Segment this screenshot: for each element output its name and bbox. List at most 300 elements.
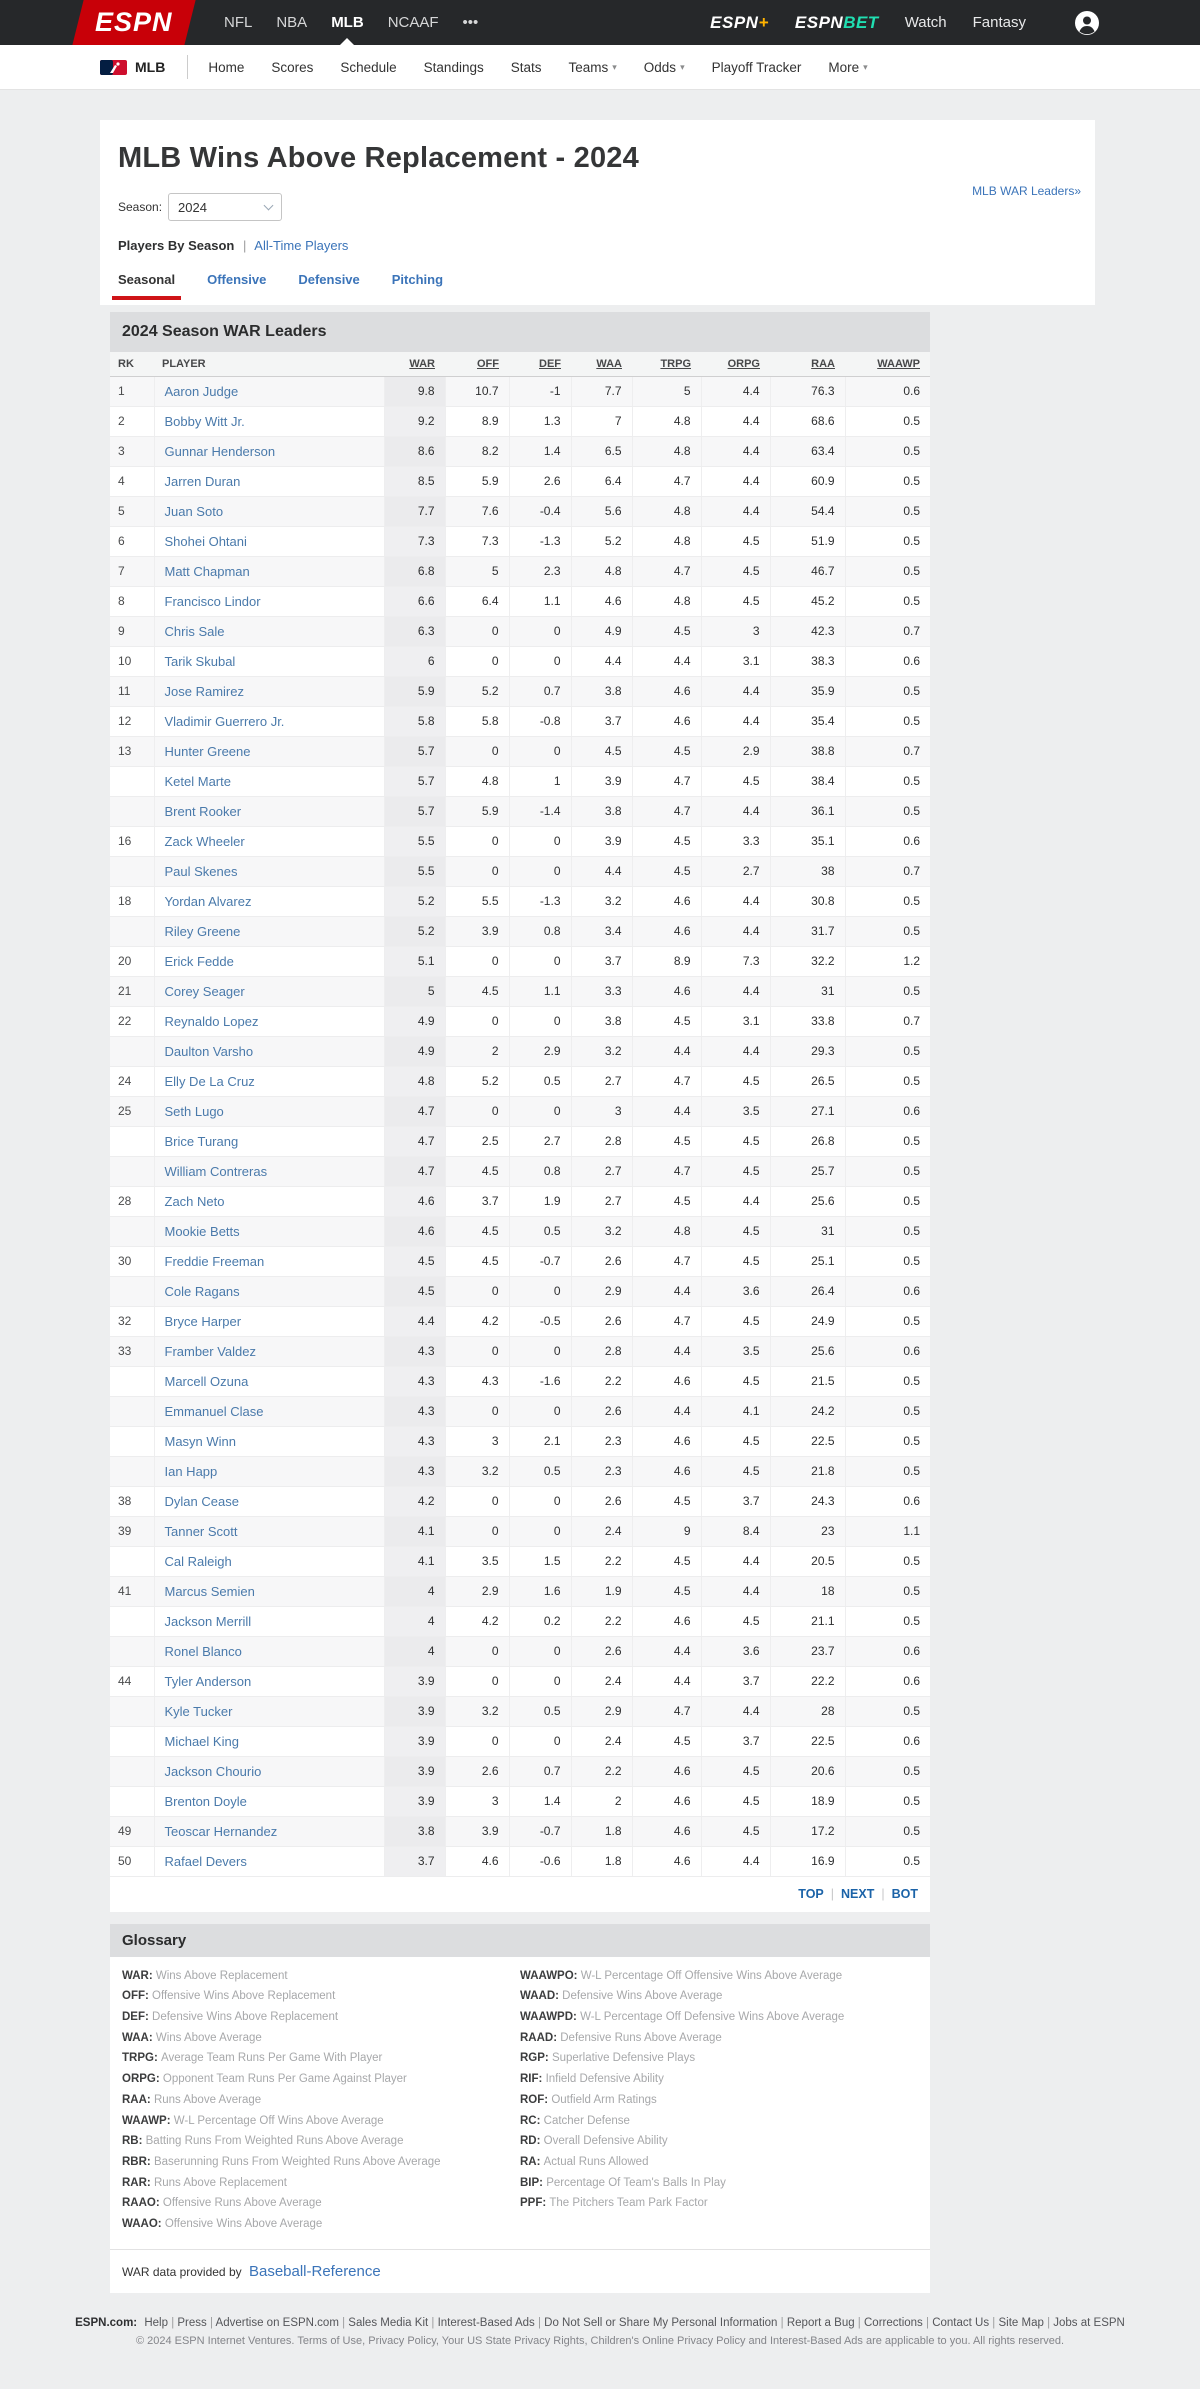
stat-cell: 22.2 <box>770 1666 845 1696</box>
rank-cell <box>110 1696 154 1726</box>
player-link[interactable]: Jackson Merrill <box>164 1613 252 1629</box>
table-row <box>110 1156 930 1186</box>
column-header-waa[interactable]: WAA <box>571 352 632 376</box>
player-cell <box>154 376 384 406</box>
tab-pitching[interactable]: Pitching <box>391 272 444 287</box>
stat-cell: 4.4 <box>701 976 770 1006</box>
stat-cell: 0.7 <box>845 1006 930 1036</box>
player-link[interactable]: Rafael Devers <box>164 1853 247 1869</box>
chevron-down-icon: ▾ <box>863 61 868 72</box>
player-cell <box>154 1186 384 1216</box>
glossary-definition: Infield Defensive Ability <box>545 2073 664 2086</box>
table-row <box>110 1666 930 1696</box>
player-link[interactable]: Brice Turang <box>164 1133 239 1149</box>
player-link[interactable]: Kyle Tucker <box>164 1703 233 1719</box>
stat-cell: 0 <box>445 616 509 646</box>
players-by-season-row <box>118 238 1095 253</box>
stat-cell: 4.3 <box>384 1336 445 1366</box>
stat-cell: 4.7 <box>632 1156 701 1186</box>
stat-cell: 5.9 <box>445 796 509 826</box>
espn-logo[interactable] <box>72 0 195 45</box>
players-by-season-label: Players By Season <box>118 238 235 253</box>
stat-cell: 2.6 <box>445 1756 509 1786</box>
global-nav-bar <box>0 0 1200 45</box>
player-cell <box>154 1216 384 1246</box>
stat-cell: 7.3 <box>701 946 770 976</box>
stat-cell: 23 <box>770 1516 845 1546</box>
player-link[interactable]: Shohei Ohtani <box>164 533 247 549</box>
season-label: Season: <box>118 200 163 214</box>
stat-cell: 3.8 <box>384 1816 445 1846</box>
player-link[interactable]: Hunter Greene <box>164 743 251 759</box>
player-link[interactable]: Brent Rooker <box>164 803 242 819</box>
footer-separator: | <box>777 2316 787 2329</box>
rank-cell <box>110 766 154 796</box>
pipe-separator: | <box>242 238 247 253</box>
column-header-trpg[interactable]: TRPG <box>632 352 701 376</box>
table-row <box>110 796 930 826</box>
stat-cell: 4.7 <box>384 1096 445 1126</box>
column-header-waawp[interactable]: WAAWP <box>845 352 930 376</box>
all-time-players-link[interactable]: All-Time Players <box>254 238 349 253</box>
stat-cell: 4.5 <box>701 1066 770 1096</box>
player-cell <box>154 1816 384 1846</box>
table-title: 2024 Season WAR Leaders <box>110 312 930 352</box>
stat-cell: 31 <box>770 1216 845 1246</box>
glossary-term: WAR: <box>122 1969 156 1982</box>
player-cell <box>154 736 384 766</box>
glossary-item <box>520 2011 918 2024</box>
rank-cell <box>110 1756 154 1786</box>
player-cell <box>154 1726 384 1756</box>
stat-cell: 4 <box>384 1606 445 1636</box>
stat-cell: 32.2 <box>770 946 845 976</box>
stat-cell: 2.8 <box>571 1126 632 1156</box>
stat-cell: 3.5 <box>701 1336 770 1366</box>
stat-cell: 0 <box>445 1006 509 1036</box>
player-link[interactable]: William Contreras <box>164 1163 268 1179</box>
rank-cell: 32 <box>110 1306 154 1336</box>
footer-link[interactable]: Do Not Sell or Share My Personal Information <box>544 2316 778 2329</box>
glossary-term: OFF: <box>122 1990 153 2003</box>
rank-cell: 18 <box>110 886 154 916</box>
glossary-definition: Offensive Runs Above Average <box>162 2197 322 2210</box>
footer-link[interactable]: Sales Media Kit <box>348 2316 429 2329</box>
glossary-definition: The Pitchers Team Park Factor <box>549 2197 708 2210</box>
stat-cell: 0 <box>509 856 571 886</box>
glossary-definition: Outfield Arm Ratings <box>551 2093 657 2106</box>
glossary-definition: Average Team Runs Per Game With Player <box>160 2052 383 2065</box>
stat-cell: 18.9 <box>770 1786 845 1816</box>
player-link[interactable]: Corey Seager <box>164 983 245 999</box>
stat-cell: 5.5 <box>384 826 445 856</box>
footer-prefix: ESPN.com: <box>75 2316 138 2329</box>
player-cell <box>154 1516 384 1546</box>
mlb-war-leaders-link[interactable]: MLB WAR Leaders» <box>972 184 1081 198</box>
stat-cell: 4.6 <box>632 1366 701 1396</box>
player-link[interactable]: Zach Neto <box>164 1193 225 1209</box>
stat-cell: 4.6 <box>632 976 701 1006</box>
rank-cell: 50 <box>110 1846 154 1876</box>
player-link[interactable]: Francisco Lindor <box>164 593 261 609</box>
player-link[interactable]: Ian Happ <box>164 1463 218 1479</box>
stat-cell: 0.8 <box>509 916 571 946</box>
player-link[interactable]: Erick Fedde <box>164 953 234 969</box>
rank-cell: 38 <box>110 1486 154 1516</box>
stat-cell: 3.7 <box>701 1486 770 1516</box>
player-link[interactable]: Seth Lugo <box>164 1103 224 1119</box>
player-cell <box>154 1006 384 1036</box>
top-nav-nba[interactable]: NBA <box>276 14 308 31</box>
stat-cell: 4.5 <box>701 1426 770 1456</box>
player-link[interactable]: Masyn Winn <box>164 1433 237 1449</box>
stat-cell: 0 <box>445 946 509 976</box>
glossary-term: ORPG: <box>122 2073 163 2086</box>
stat-cell: 24.2 <box>770 1396 845 1426</box>
stat-cell: 76.3 <box>770 376 845 406</box>
league-nav-home[interactable]: Home <box>208 59 245 75</box>
league-nav-playoff-tracker[interactable]: Playoff Tracker <box>711 59 802 75</box>
player-link[interactable]: Elly De La Cruz <box>164 1073 255 1089</box>
stat-cell: 0.7 <box>509 1756 571 1786</box>
league-nav-items <box>208 60 894 75</box>
stat-cell: 4.6 <box>632 1846 701 1876</box>
table-row <box>110 1366 930 1396</box>
stat-cell: 4.4 <box>571 646 632 676</box>
stat-cell: 3.9 <box>571 766 632 796</box>
rank-cell: 9 <box>110 616 154 646</box>
player-link[interactable]: Michael King <box>164 1733 239 1749</box>
rank-cell: 3 <box>110 436 154 466</box>
stat-cell: 36.1 <box>770 796 845 826</box>
stat-cell: 4.7 <box>632 766 701 796</box>
glossary-definition: Opponent Team Runs Per Game Against Player <box>162 2073 407 2086</box>
top-nav-watch[interactable]: Watch <box>904 14 947 31</box>
league-label[interactable]: MLB <box>135 59 166 75</box>
player-link[interactable]: Cole Ragans <box>164 1283 240 1299</box>
player-link[interactable]: Ketel Marte <box>164 773 231 789</box>
table-row <box>110 1606 930 1636</box>
player-link[interactable]: Gunnar Henderson <box>164 443 276 459</box>
stat-cell: 0 <box>509 1726 571 1756</box>
column-header-war[interactable]: WAR <box>384 352 445 376</box>
player-cell <box>154 946 384 976</box>
league-nav-more[interactable]: More ▾ <box>828 59 868 75</box>
footer-link[interactable]: Press <box>177 2316 207 2329</box>
player-link[interactable]: Jarren Duran <box>164 473 241 489</box>
column-header-def[interactable]: DEF <box>509 352 571 376</box>
player-link[interactable]: Reynaldo Lopez <box>164 1013 259 1029</box>
footer-copyright: © 2024 ESPN Internet Ventures. Terms of Use, Privacy Policy, Your US State Privacy Rights, Children's Online Privacy Policy and Interest-Based Ads are applicable to you. All rights reserved. <box>135 2334 1065 2347</box>
table-row <box>110 886 930 916</box>
stat-cell: 0 <box>509 1336 571 1366</box>
player-link[interactable]: Ronel Blanco <box>164 1643 242 1659</box>
stat-cell: 3.1 <box>701 646 770 676</box>
stat-cell: 0.8 <box>509 1156 571 1186</box>
stat-cell: 0.6 <box>845 1636 930 1666</box>
stat-cell: 0.6 <box>845 1336 930 1366</box>
stat-cell: 4.4 <box>632 1396 701 1426</box>
player-link[interactable]: Yordan Alvarez <box>164 893 252 909</box>
stat-cell: 0.5 <box>845 466 930 496</box>
footer-link[interactable]: Interest-Based Ads <box>437 2316 535 2329</box>
player-link[interactable]: Brenton Doyle <box>164 1793 247 1809</box>
player-link[interactable]: Vladimir Guerrero Jr. <box>164 713 285 729</box>
player-link[interactable]: Jackson Chourio <box>164 1763 262 1779</box>
stat-cell: 26.8 <box>770 1126 845 1156</box>
tab-seasonal[interactable]: Seasonal <box>118 272 175 300</box>
player-link[interactable]: Daulton Varsho <box>164 1043 254 1059</box>
stat-cell: -0.8 <box>509 706 571 736</box>
glossary-item <box>122 2094 520 2107</box>
glossary-item <box>122 2197 520 2210</box>
stat-cell: 4.6 <box>445 1846 509 1876</box>
stat-cell: 2.9 <box>701 736 770 766</box>
espn-plus-link[interactable] <box>710 13 769 33</box>
stat-cell: 4.5 <box>445 1216 509 1246</box>
league-nav-stats[interactable]: Stats <box>510 59 542 75</box>
player-link[interactable]: Paul Skenes <box>164 863 238 879</box>
table-row <box>110 916 930 946</box>
table-row <box>110 1816 930 1846</box>
stat-cell: 21.8 <box>770 1456 845 1486</box>
espn-bet-link[interactable] <box>795 13 879 33</box>
top-nav-mlb[interactable]: MLB <box>331 0 364 45</box>
player-link[interactable]: Tyler Anderson <box>164 1673 252 1689</box>
player-link[interactable]: Framber Valdez <box>164 1343 257 1359</box>
stat-cell: 2.9 <box>571 1696 632 1726</box>
player-link[interactable]: Bryce Harper <box>164 1313 242 1329</box>
stat-cell: 4 <box>384 1636 445 1666</box>
stat-cell: -1.3 <box>509 886 571 916</box>
player-link[interactable]: Tanner Scott <box>164 1523 238 1539</box>
footer-link[interactable]: Site Map <box>998 2316 1044 2329</box>
glossary-columns <box>110 1957 930 2249</box>
player-link[interactable]: Tarik Skubal <box>164 653 236 669</box>
player-link[interactable]: Marcell Ozuna <box>164 1373 249 1389</box>
player-link[interactable]: Emmanuel Clase <box>164 1403 264 1419</box>
top-nav-right <box>710 10 1100 36</box>
player-link[interactable]: Mookie Betts <box>164 1223 240 1239</box>
stat-cell: 3.9 <box>384 1756 445 1786</box>
player-link[interactable]: Teoscar Hernandez <box>164 1823 278 1839</box>
stat-cell: 4.5 <box>632 1726 701 1756</box>
stat-cell: 0 <box>445 1516 509 1546</box>
season-select[interactable] <box>168 193 282 221</box>
player-cell <box>154 1126 384 1156</box>
league-nav-standings[interactable]: Standings <box>423 59 484 75</box>
glossary-item <box>122 1970 520 1983</box>
player-cell <box>154 556 384 586</box>
stat-cell: 4.4 <box>701 436 770 466</box>
player-link[interactable]: Freddie Freeman <box>164 1253 265 1269</box>
glossary-item <box>122 2135 520 2148</box>
player-link[interactable]: Marcus Semien <box>164 1583 255 1599</box>
stat-cell: 3.1 <box>701 1006 770 1036</box>
stat-cell: 0.5 <box>845 1396 930 1426</box>
mlb-logo-icon[interactable] <box>100 60 127 75</box>
player-link[interactable]: Zack Wheeler <box>164 833 245 849</box>
stat-cell: 35.1 <box>770 826 845 856</box>
stat-cell: 4.2 <box>384 1486 445 1516</box>
footer-link[interactable]: Jobs at ESPN <box>1053 2316 1125 2329</box>
column-header-orpg[interactable]: ORPG <box>701 352 770 376</box>
tab-defensive[interactable]: Defensive <box>298 272 360 287</box>
stat-cell: 0.5 <box>845 1606 930 1636</box>
pager-top[interactable]: TOP <box>798 1886 824 1901</box>
stat-cell: 4.2 <box>445 1606 509 1636</box>
glossary-definition: Defensive Wins Above Average <box>562 1990 723 2003</box>
stat-cell: 0.5 <box>845 586 930 616</box>
stat-cell: 0 <box>445 1396 509 1426</box>
stat-cell: 4.4 <box>701 796 770 826</box>
stat-cell: 2.4 <box>571 1666 632 1696</box>
stat-cell: 6 <box>384 646 445 676</box>
table-row <box>110 1636 930 1666</box>
stat-cell: 1 <box>509 766 571 796</box>
league-nav-schedule[interactable]: Schedule <box>340 59 397 75</box>
top-nav-fantasy[interactable]: Fantasy <box>972 14 1026 31</box>
league-nav-teams[interactable]: Teams ▾ <box>568 59 617 75</box>
stat-cell: 5.7 <box>384 796 445 826</box>
war-leaders-table <box>110 352 930 1877</box>
stat-cell: 4.5 <box>701 1216 770 1246</box>
stat-cell: 2.7 <box>571 1066 632 1096</box>
stat-cell: 4.4 <box>701 1546 770 1576</box>
player-link[interactable]: Dylan Cease <box>164 1493 239 1509</box>
footer-link[interactable]: Advertise on ESPN.com <box>215 2316 339 2329</box>
rank-cell: 33 <box>110 1336 154 1366</box>
stat-cell: 2.6 <box>571 1486 632 1516</box>
top-nav-sports <box>224 0 478 45</box>
top-nav-nfl[interactable]: NFL <box>224 14 253 31</box>
stat-cell: 2.3 <box>571 1456 632 1486</box>
stat-cell: 2 <box>571 1786 632 1816</box>
stat-cell: 4.9 <box>384 1036 445 1066</box>
stat-cell: 4.4 <box>632 646 701 676</box>
baseball-reference-link[interactable]: Baseball-Reference <box>248 2262 381 2280</box>
stat-cell: 1.9 <box>571 1576 632 1606</box>
footer-link[interactable]: Contact Us <box>932 2316 990 2329</box>
stat-cell: 3.2 <box>571 1216 632 1246</box>
stat-cell: 20.6 <box>770 1756 845 1786</box>
rank-cell <box>110 1276 154 1306</box>
glossary-item <box>122 1990 520 2003</box>
stat-cell: 4.4 <box>701 886 770 916</box>
top-nav-more-sports[interactable]: ••• <box>462 14 479 31</box>
table-row <box>110 376 930 406</box>
glossary-term: DEF: <box>122 2010 153 2023</box>
stat-cell: 4.5 <box>632 736 701 766</box>
stat-cell: 4.4 <box>701 1696 770 1726</box>
pager-bot[interactable]: BOT <box>891 1886 918 1901</box>
footer-link[interactable]: Corrections <box>864 2316 923 2329</box>
stat-cell: 2.2 <box>571 1756 632 1786</box>
stat-cell: 0 <box>509 1516 571 1546</box>
stat-cell: -0.7 <box>509 1816 571 1846</box>
profile-avatar-icon[interactable] <box>1074 10 1100 36</box>
stat-cell: 4.4 <box>632 1636 701 1666</box>
stat-cell: 0.5 <box>845 1756 930 1786</box>
glossary-term: RAAO: <box>122 2197 163 2210</box>
glossary-definition: W-L Percentage Off Offensive Wins Above Average <box>580 1969 843 1982</box>
player-link[interactable]: Bobby Witt Jr. <box>164 413 245 429</box>
stat-cell: 4.5 <box>384 1246 445 1276</box>
stat-cell: 4.8 <box>632 406 701 436</box>
stat-cell: 2.9 <box>445 1576 509 1606</box>
top-nav-ncaaf[interactable]: NCAAF <box>387 14 439 31</box>
footer-link[interactable]: Help <box>144 2316 168 2329</box>
stat-cell: 0 <box>509 1276 571 1306</box>
stat-cell: 4.6 <box>632 1456 701 1486</box>
stat-cell: 4.8 <box>632 526 701 556</box>
rank-cell <box>110 1726 154 1756</box>
pager-next[interactable]: NEXT <box>841 1886 875 1901</box>
tab-offensive[interactable]: Offensive <box>207 272 267 287</box>
player-link[interactable]: Juan Soto <box>164 503 224 519</box>
stat-cell: 4.8 <box>632 1216 701 1246</box>
stat-cell: 0 <box>509 946 571 976</box>
stat-cell: 63.4 <box>770 436 845 466</box>
rank-cell: 49 <box>110 1816 154 1846</box>
season-row <box>118 193 1095 221</box>
glossary-item <box>520 2073 918 2086</box>
league-nav-odds[interactable]: Odds ▾ <box>643 59 685 75</box>
player-cell <box>154 1786 384 1816</box>
league-nav-scores[interactable]: Scores <box>271 59 314 75</box>
stat-cell: 0.5 <box>845 556 930 586</box>
stat-cell: 3 <box>571 1096 632 1126</box>
stat-cell: 4.8 <box>632 436 701 466</box>
stat-cell: 3.9 <box>384 1726 445 1756</box>
stat-cell: 0.5 <box>845 1246 930 1276</box>
footer-link[interactable]: Report a Bug <box>786 2316 855 2329</box>
stat-cell: 1.6 <box>509 1576 571 1606</box>
player-link[interactable]: Aaron Judge <box>164 383 239 399</box>
player-link[interactable]: Chris Sale <box>164 623 225 639</box>
stat-cell: 4.1 <box>701 1396 770 1426</box>
player-link[interactable]: Cal Raleigh <box>164 1553 232 1569</box>
stat-cell: 0.5 <box>845 706 930 736</box>
stat-cell: 4.6 <box>632 1786 701 1816</box>
stat-cell: 8.9 <box>632 946 701 976</box>
stat-cell: 4.8 <box>571 556 632 586</box>
glossary-item <box>520 2177 918 2190</box>
glossary-definition: Wins Above Replacement <box>155 1969 288 1982</box>
chevron-down-icon: ▾ <box>612 61 617 72</box>
column-header-raa[interactable]: RAA <box>770 352 845 376</box>
player-link[interactable]: Jose Ramirez <box>164 683 244 699</box>
stat-cell: 1.1 <box>845 1516 930 1546</box>
stat-cell: 22.5 <box>770 1726 845 1756</box>
table-row <box>110 946 930 976</box>
column-header-off[interactable]: OFF <box>445 352 509 376</box>
stat-cell: 4.3 <box>384 1366 445 1396</box>
stat-cell: 4.8 <box>384 1066 445 1096</box>
stat-cell: 4.4 <box>701 676 770 706</box>
glossary-term: RA: <box>520 2155 544 2168</box>
stat-cell: 0.5 <box>845 1546 930 1576</box>
provider-prefix: WAR data provided by <box>122 2264 242 2279</box>
stat-cell: 3.2 <box>571 886 632 916</box>
glossary-term: WAAWPD: <box>520 2010 581 2023</box>
player-cell <box>154 766 384 796</box>
stat-cell: 4 <box>384 1576 445 1606</box>
player-cell <box>154 496 384 526</box>
player-link[interactable]: Riley Greene <box>164 923 241 939</box>
player-link[interactable]: Matt Chapman <box>164 563 250 579</box>
stat-cell: 4.4 <box>632 1336 701 1366</box>
